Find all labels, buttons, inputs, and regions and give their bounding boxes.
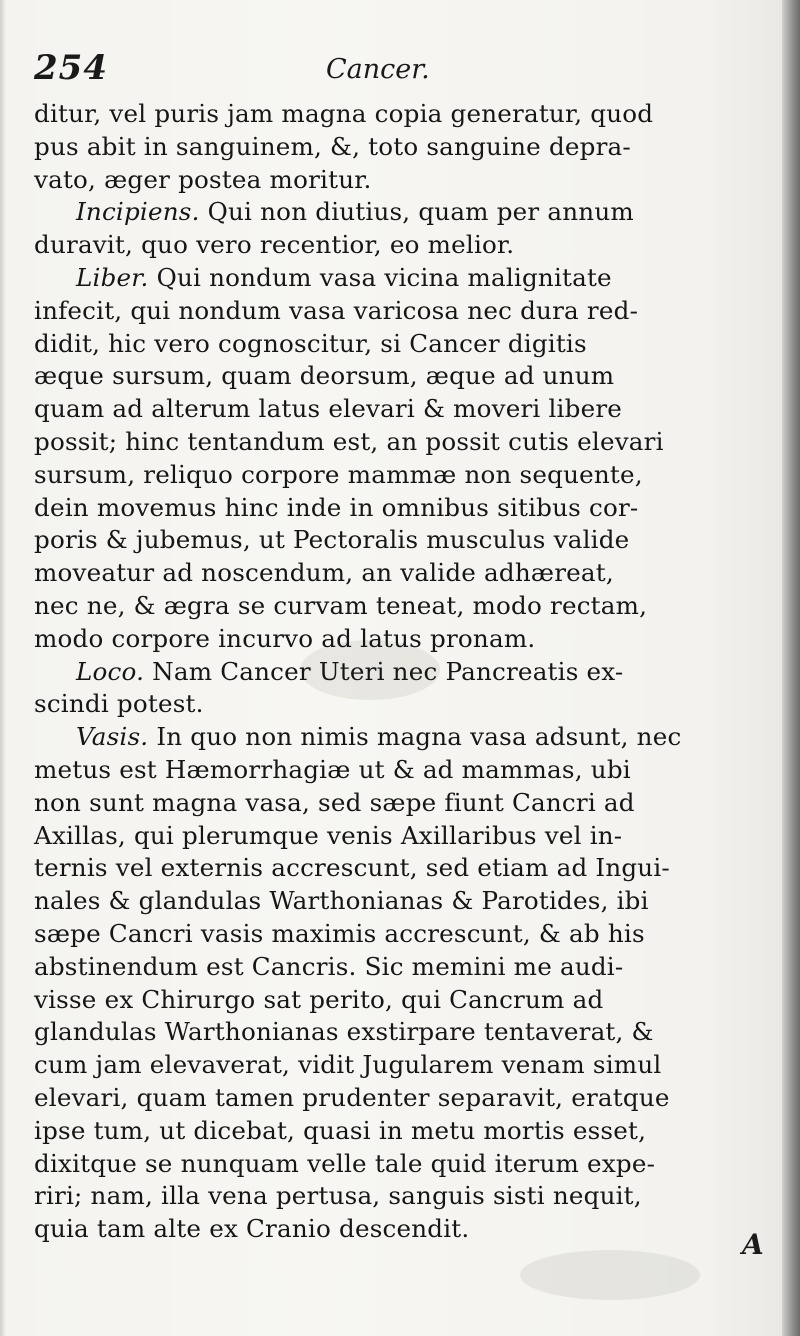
line-text: vato, æger postea moritur. [34, 164, 372, 194]
paragraph-lead-word: Incipiens. [76, 197, 200, 227]
line-text: quam ad alterum latus elevari & moveri libere [34, 394, 623, 424]
text-line [34, 721, 764, 754]
line-text: ternis vel externis accrescunt, sed etiam ad Ingui- [34, 853, 670, 883]
text-line [34, 262, 764, 295]
text-line [34, 98, 764, 131]
line-text: sæpe Cancri vasis maximis accrescunt, & ab his [34, 918, 645, 948]
line-text: riri; nam, illa vena pertusa, sanguis sisti nequit, [34, 1181, 642, 1211]
paragraph-lead-word: Vasis. [76, 722, 149, 752]
line-text: ditur, vel puris jam magna copia generatur, quod [34, 99, 654, 128]
text-line [34, 360, 764, 393]
line-text: ipse tum, ut dicebat, quasi in metu mortis esset, [34, 1115, 647, 1145]
text-line [34, 524, 764, 557]
line-text: poris & jubemus, ut Pectoralis musculus valide [34, 525, 630, 555]
line-text: Axillas, qui plerumque venis Axillaribus vel in- [34, 820, 623, 850]
line-text: dixitque se nunquam velle tale quid iterum expe- [34, 1148, 656, 1178]
text-line [34, 820, 764, 853]
text-line [34, 1148, 764, 1181]
line-text: scindi potest. [34, 689, 204, 719]
line-text: infecit, qui nondum vasa varicosa nec dura red- [34, 295, 639, 325]
text-line [34, 1049, 764, 1082]
text-line [34, 984, 764, 1017]
line-text: metus est Hæmorrhagiæ ut & ad mammas, ubi [34, 754, 631, 784]
line-text: In quo non nimis magna vasa adsunt, nec [148, 722, 682, 752]
line-text: Qui non diutius, quam per annum [199, 197, 634, 227]
paper-stain [520, 1250, 700, 1300]
text-line [34, 918, 764, 951]
running-head: Cancer. [326, 54, 430, 85]
text-line [34, 295, 764, 328]
text-line [34, 426, 764, 459]
text-line [34, 1016, 764, 1049]
line-text: modo corpore incurvo ad latus pronam. [34, 623, 536, 653]
line-text: Qui nondum vasa vicina malignitate [148, 262, 612, 292]
text-line [34, 1115, 764, 1148]
text-line [34, 164, 764, 197]
body-text [34, 98, 764, 1246]
line-text: pus abit in sanguinem, &, toto sanguine depra- [34, 131, 631, 161]
text-line [34, 754, 764, 787]
line-text: nec ne, & ægra se curvam teneat, modo rectam, [34, 590, 648, 620]
line-text: abstinendum est Cancris. Sic memini me audi- [34, 951, 624, 981]
paragraph-lead-word: Liber. [76, 262, 149, 292]
line-text: sursum, reliquo corpore mammæ non sequente, [34, 459, 643, 489]
text-line [34, 557, 764, 590]
text-line [34, 492, 764, 525]
text-line [34, 1180, 764, 1213]
line-text: cum jam elevaverat, vidit Jugularem venam simul [34, 1050, 662, 1080]
text-line [34, 459, 764, 492]
line-text: visse ex Chirurgo sat perito, qui Cancrum ad [34, 984, 604, 1014]
page-edge-shadow [782, 0, 800, 1336]
line-text: nales & glandulas Warthonianas & Parotides, ibi [34, 886, 649, 916]
text-line [34, 852, 764, 885]
text-line [34, 393, 764, 426]
text-line [34, 131, 764, 164]
line-text: non sunt magna vasa, sed sæpe fiunt Cancri ad [34, 787, 635, 817]
page-number: 254 [34, 48, 108, 88]
line-text: æque sursum, quam deorsum, æque ad unum [34, 361, 615, 391]
text-line [34, 196, 764, 229]
line-text: quia tam alte ex Cranio descendit. [34, 1214, 470, 1244]
text-line [34, 1082, 764, 1115]
line-text: moveatur ad noscendum, an valide adhæreat, [34, 558, 614, 588]
text-line [34, 951, 764, 984]
page-header [34, 48, 734, 102]
page-gutter [0, 0, 6, 1336]
paragraph-lead-word: Loco. [76, 656, 145, 686]
text-line [34, 787, 764, 820]
line-text: didit, hic vero cognoscitur, si Cancer digitis [34, 328, 587, 358]
text-line [34, 590, 764, 623]
line-text: dein movemus hinc inde in omnibus sitibus cor- [34, 492, 639, 522]
text-line [34, 328, 764, 361]
line-text: glandulas Warthonianas exstirpare tentaverat, & [34, 1017, 654, 1047]
line-text: duravit, quo vero recentior, eo melior. [34, 230, 515, 260]
text-line [34, 1213, 764, 1246]
text-line [34, 229, 764, 262]
text-line [34, 656, 764, 689]
text-line [34, 688, 764, 721]
line-text: Nam Cancer Uteri nec Pancreatis ex- [144, 656, 624, 686]
line-text: possit; hinc tentandum est, an possit cutis elevari [34, 426, 664, 456]
text-line [34, 885, 764, 918]
line-text: elevari, quam tamen prudenter separavit, eratque [34, 1082, 670, 1112]
text-line [34, 623, 764, 656]
signature-mark: A [742, 1228, 764, 1261]
